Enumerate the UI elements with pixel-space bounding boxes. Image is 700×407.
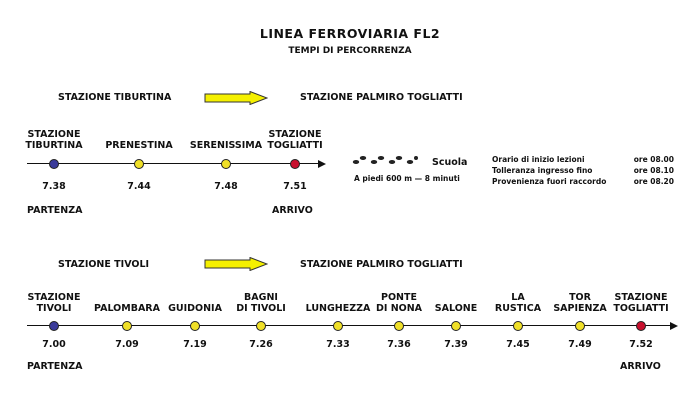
station-time: 7.38	[42, 181, 66, 192]
route1-from: STAZIONE TIBURTINA	[58, 92, 172, 103]
station-name: STAZIONE	[614, 292, 668, 303]
station-name: SALONE	[434, 303, 478, 314]
walk-info: A piedi 600 m — 8 minuti	[354, 174, 460, 183]
schedule-time: ore 08.20	[633, 177, 674, 186]
timeline-arrowhead-icon	[670, 322, 678, 330]
route2-to: STAZIONE PALMIRO TOGLIATTI	[300, 259, 463, 270]
route2-from: STAZIONE TIVOLI	[58, 259, 150, 270]
station-time: 7.48	[214, 181, 238, 192]
station-dot-intermediate	[575, 321, 585, 331]
station-time: 7.45	[506, 339, 530, 350]
station-name: PRENESTINA	[105, 140, 173, 151]
timeline-arrowhead-icon	[318, 160, 326, 168]
station-dot-intermediate	[122, 321, 132, 331]
station-dot-end	[636, 321, 646, 331]
page-subtitle: TEMPI DI PERCORRENZA	[288, 46, 412, 56]
direction-arrow-icon	[204, 257, 268, 271]
schedule-row	[492, 165, 674, 176]
station-name: SERENISSIMA	[189, 140, 263, 151]
station-dot-intermediate	[513, 321, 523, 331]
station-name: DI TIVOLI	[236, 303, 286, 314]
station-name: BAGNI	[244, 292, 278, 303]
station-dot-intermediate	[256, 321, 266, 331]
station-name: TOGLIATTI	[267, 140, 323, 151]
station-time: 7.33	[326, 339, 350, 350]
station-time: 7.26	[249, 339, 273, 350]
station-name: PALOMBARA	[94, 303, 160, 314]
station-dot-intermediate	[394, 321, 404, 331]
schedule-row	[492, 176, 674, 187]
station-time: 7.52	[629, 339, 653, 350]
station-time: 7.00	[42, 339, 66, 350]
school-schedule	[492, 154, 674, 187]
arrival-label: ARRIVO	[620, 361, 661, 372]
station-dot-intermediate	[451, 321, 461, 331]
schedule-label: Orario di inizio lezioni	[492, 155, 585, 164]
station-dot-end	[290, 159, 300, 169]
station-name: STAZIONE	[27, 292, 81, 303]
station-time: 7.49	[568, 339, 592, 350]
schedule-label: Tolleranza ingresso fino	[492, 166, 593, 175]
station-dot-intermediate	[333, 321, 343, 331]
station-time: 7.44	[127, 181, 151, 192]
station-name: TIVOLI	[36, 303, 72, 314]
station-dot-intermediate	[190, 321, 200, 331]
page-title: LINEA FERROVIARIA FL2	[259, 26, 441, 41]
station-name: TOGLIATTI	[613, 303, 669, 314]
station-time: 7.19	[183, 339, 207, 350]
station-dot-intermediate	[221, 159, 231, 169]
timeline-line	[27, 163, 318, 164]
station-name: LUNGHEZZA	[305, 303, 371, 314]
station-name: TOR	[569, 292, 591, 303]
station-name: SAPIENZA	[553, 303, 607, 314]
station-name: GUIDONIA	[168, 303, 222, 314]
station-name: STAZIONE	[27, 129, 81, 140]
station-dot-start	[49, 321, 59, 331]
departure-label: PARTENZA	[27, 361, 83, 372]
schedule-row	[492, 154, 674, 165]
footsteps-icon	[350, 153, 418, 167]
arrival-label: ARRIVO	[272, 205, 313, 216]
schedule-label: Provenienza fuori raccordo	[492, 177, 607, 186]
station-dot-intermediate	[134, 159, 144, 169]
route1-to: STAZIONE PALMIRO TOGLIATTI	[300, 92, 463, 103]
school-label: Scuola	[432, 157, 468, 168]
direction-arrow-icon	[204, 91, 268, 105]
departure-label: PARTENZA	[27, 205, 83, 216]
station-name: DI NONA	[375, 303, 423, 314]
station-name: TIBURTINA	[25, 140, 83, 151]
schedule-time: ore 08.10	[633, 166, 674, 175]
station-time: 7.09	[115, 339, 139, 350]
station-name: PONTE	[381, 292, 417, 303]
station-time: 7.36	[387, 339, 411, 350]
station-time: 7.39	[444, 339, 468, 350]
station-name: LA	[511, 292, 525, 303]
station-dot-start	[49, 159, 59, 169]
schedule-time: ore 08.00	[633, 155, 674, 164]
station-name: STAZIONE	[268, 129, 322, 140]
station-time: 7.51	[283, 181, 307, 192]
station-name: RUSTICA	[494, 303, 542, 314]
